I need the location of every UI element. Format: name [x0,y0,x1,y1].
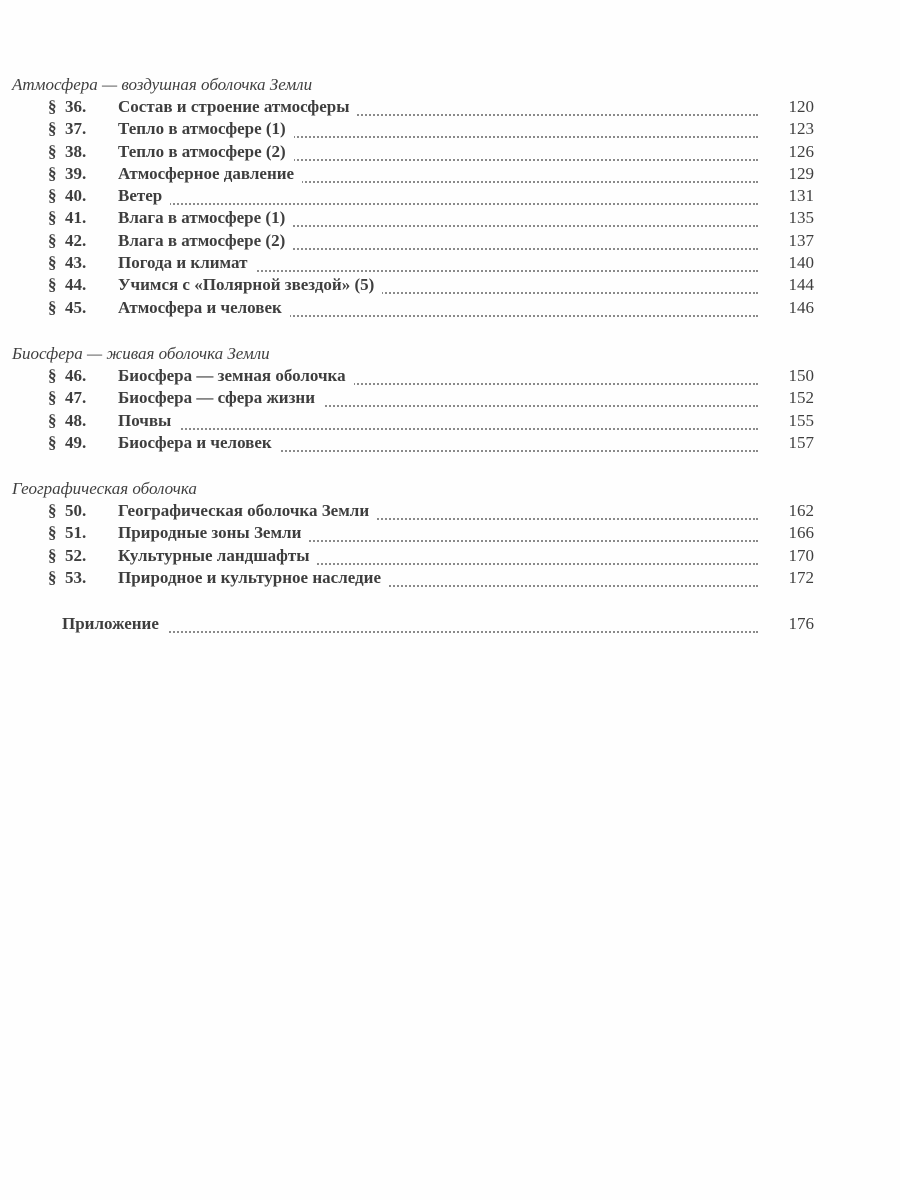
dot-leader [118,416,758,430]
entry-page: 162 [788,501,814,521]
entry-title: Культурные ландшафты [118,545,317,567]
toc-entry [0,96,900,118]
entry-title: Учимся с «Полярной звездой» (5) [118,274,382,296]
table-of-contents [0,74,900,637]
entry-title: Почвы [118,410,179,432]
paragraph-mark: § [48,568,57,588]
entry-page: 126 [788,141,814,161]
entry-title: Биосфера — сфера жизни [118,387,323,409]
toc-entry [0,252,900,274]
entry-page: 166 [788,523,814,543]
section-title: Биосфера — живая оболочка Земли [12,343,270,363]
section-geographic-envelope [0,478,900,589]
paragraph-mark: § [48,253,57,273]
paragraph-mark: § [48,297,57,317]
entry-title: Погода и климат [118,252,255,274]
entry-number: 40. [65,186,87,206]
entry-number: 38. [65,141,87,161]
paragraph-mark: § [48,141,57,161]
paragraph-mark: § [48,523,57,543]
entry-page: 131 [788,186,814,206]
entry-number: 37. [65,119,87,139]
section-title: Атмосфера — воздушная оболочка Земли [12,75,313,94]
dot-leader [118,191,758,205]
paragraph-mark: § [48,501,57,521]
toc-entry [0,387,900,409]
toc-entry [0,274,900,296]
toc-entry [0,545,900,567]
toc-entry [0,230,900,252]
paragraph-mark: § [48,97,57,116]
toc-entry [0,500,900,522]
entry-title: Атмосферное давление [118,163,302,185]
paragraph-mark: § [48,432,57,452]
entry-page: 170 [788,545,814,565]
entry-number: 46. [65,365,87,385]
entry-number: 50. [65,501,87,521]
entry-page: 172 [788,568,814,588]
entry-page: 157 [788,432,814,452]
entry-number: 51. [65,523,87,543]
entry-number: 53. [65,568,87,588]
toc-entry [0,163,900,185]
toc-entry [0,432,900,454]
paragraph-mark: § [48,365,57,385]
entry-title: Тепло в атмосфере (2) [118,141,294,163]
entry-page: 140 [788,253,814,273]
entry-number: 52. [65,545,87,565]
entry-title: Влага в атмосфере (1) [118,207,293,229]
entry-title: Тепло в атмосфере (1) [118,118,294,140]
entry-page: 137 [788,230,814,250]
toc-entry-appendix [0,613,900,637]
section-biosphere [0,343,900,454]
paragraph-mark: § [48,275,57,295]
toc-entry [0,141,900,163]
entry-number: 41. [65,208,87,228]
toc-entry [0,365,900,387]
entry-title: Состав и строение атмосферы [118,96,357,118]
paragraph-mark: § [48,119,57,139]
toc-entry [0,297,900,319]
entry-page: 146 [788,297,814,317]
paragraph-mark: § [48,208,57,228]
toc-entry [0,410,900,432]
paragraph-mark: § [48,388,57,408]
entry-page: 120 [788,97,814,116]
entry-title: Природные зоны Земли [118,522,309,544]
entry-number: 44. [65,275,87,295]
section-title: Географическая оболочка [12,479,197,499]
entry-page: 155 [788,410,814,430]
entry-title: Биосфера — земная оболочка [118,365,354,387]
toc-entry [0,118,900,140]
paragraph-mark: § [48,230,57,250]
entry-title: Биосфера и человек [118,432,280,454]
entry-page: 129 [788,163,814,183]
entry-title: Атмосфера и человек [118,297,290,319]
entry-number: 45. [65,297,87,317]
entry-number: 49. [65,432,87,452]
entry-page: 152 [788,388,814,408]
entry-number: 36. [65,97,87,116]
entry-page: 123 [788,119,814,139]
entry-title: Ветер [118,185,170,207]
toc-entry [0,207,900,229]
entry-title: Влага в атмосфере (2) [118,230,293,252]
paragraph-mark: § [48,186,57,206]
entry-page: 150 [788,365,814,385]
appendix-title: Приложение [62,613,167,635]
entry-number: 47. [65,388,87,408]
entry-number: 48. [65,410,87,430]
toc-entry [0,567,900,589]
entry-number: 42. [65,230,87,250]
toc-entry [0,185,900,207]
entry-page: 135 [788,208,814,228]
entry-title: Природное и культурное наследие [118,567,389,589]
paragraph-mark: § [48,163,57,183]
paragraph-mark: § [48,545,57,565]
appendix-page: 176 [788,614,814,634]
entry-number: 39. [65,163,87,183]
entry-title: Географическая оболочка Земли [118,500,377,522]
section-atmosphere [0,74,900,319]
paragraph-mark: § [48,410,57,430]
entry-page: 144 [788,275,814,295]
entry-number: 43. [65,253,87,273]
toc-entry [0,522,900,544]
